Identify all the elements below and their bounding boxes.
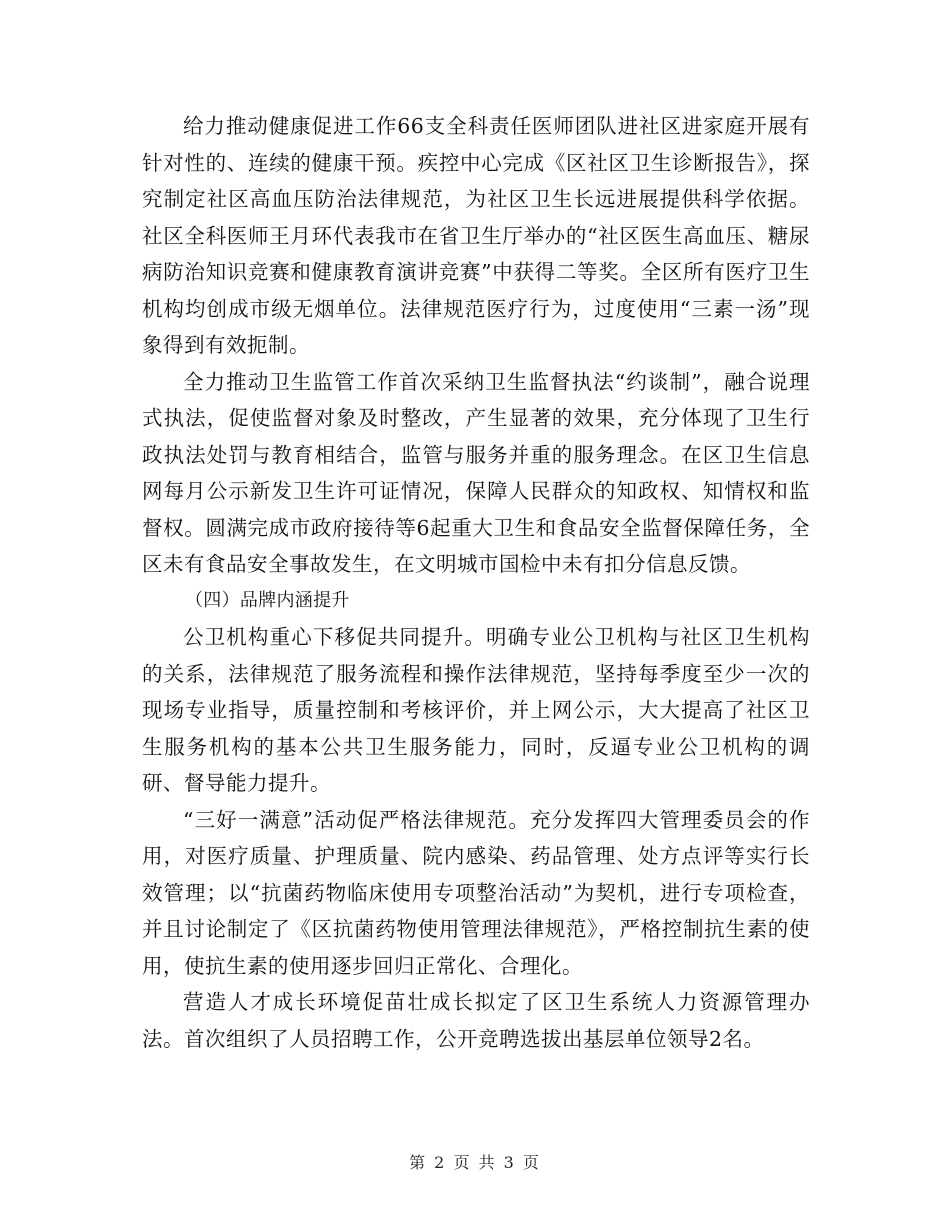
section-heading-brand: （四）品牌内涵提升 bbox=[185, 589, 350, 611]
paragraph-health-supervision: 全力推动卫生监管工作首次采纳卫生监督执法“约谈制”，融合说理式执法，促使监督对象及时整改，产生显著的效果，充分体现了卫生行政执法处罚与教育相结合，监管与服务并重的服务理念。在区卫生信息网每月公示新发卫生许可证情况，保障人民群众的知政权、知情权和监督权。圆满完成市政府接待等6起重大卫生和食品安全监督保障任务，全区未有食品安全事故发生，在文明城市国检中未有扣分信息反馈。 bbox=[142, 369, 810, 576]
paragraph-health-promotion: 给力推动健康促进工作66支全科责任医师团队进社区进家庭开展有针对性的、连续的健康干预。疾控中心完成《区社区卫生诊断报告》，探究制定社区高血压防治法律规范，为社区卫生长远进展提供科学依据。社区全科医师王月环代表我市在省卫生厅举办的“社区医生高血压、糖尿病防治知识竞赛和健康教育演讲竞赛”中获得二等奖。全区所有医疗卫生机构均创成市级无烟单位。法律规范医疗行为，过度使用“三素一汤”现象得到有效扼制。 bbox=[142, 114, 810, 357]
page-number-footer: 第 2 页 共 3 页 bbox=[409, 1153, 541, 1172]
paragraph-three-good: “三好一满意”活动促严格法律规范。充分发挥四大管理委员会的作用，对医疗质量、护理质量、院内感染、药品管理、处方点评等实行长效管理；以“抗菌药物临床使用专项整治活动”为契机，进行专项检查，并且讨论制定了《区抗菌药物使用管理法律规范》，严格控制抗生素的使用，使抗生素的使用逐步回归正常化、合理化。 bbox=[142, 807, 810, 978]
document-body bbox=[142, 108, 810, 1057]
paragraph-public-health: 公卫机构重心下移促共同提升。明确专业公卫机构与社区卫生机构的关系，法律规范了服务流程和操作法律规范，坚持每季度至少一次的现场专业指导，质量控制和考核评价，并上网公示，大大提高了社区卫生服务机构的基本公共卫生服务能力，同时，反逼专业公卫机构的调研、督导能力提升。 bbox=[142, 625, 810, 795]
paragraph-talent: 营造人才成长环境促苗壮成长拟定了区卫生系统人力资源管理办法。首次组织了人员招聘工作，公开竞聘选拔出基层单位领导2名。 bbox=[142, 990, 810, 1051]
